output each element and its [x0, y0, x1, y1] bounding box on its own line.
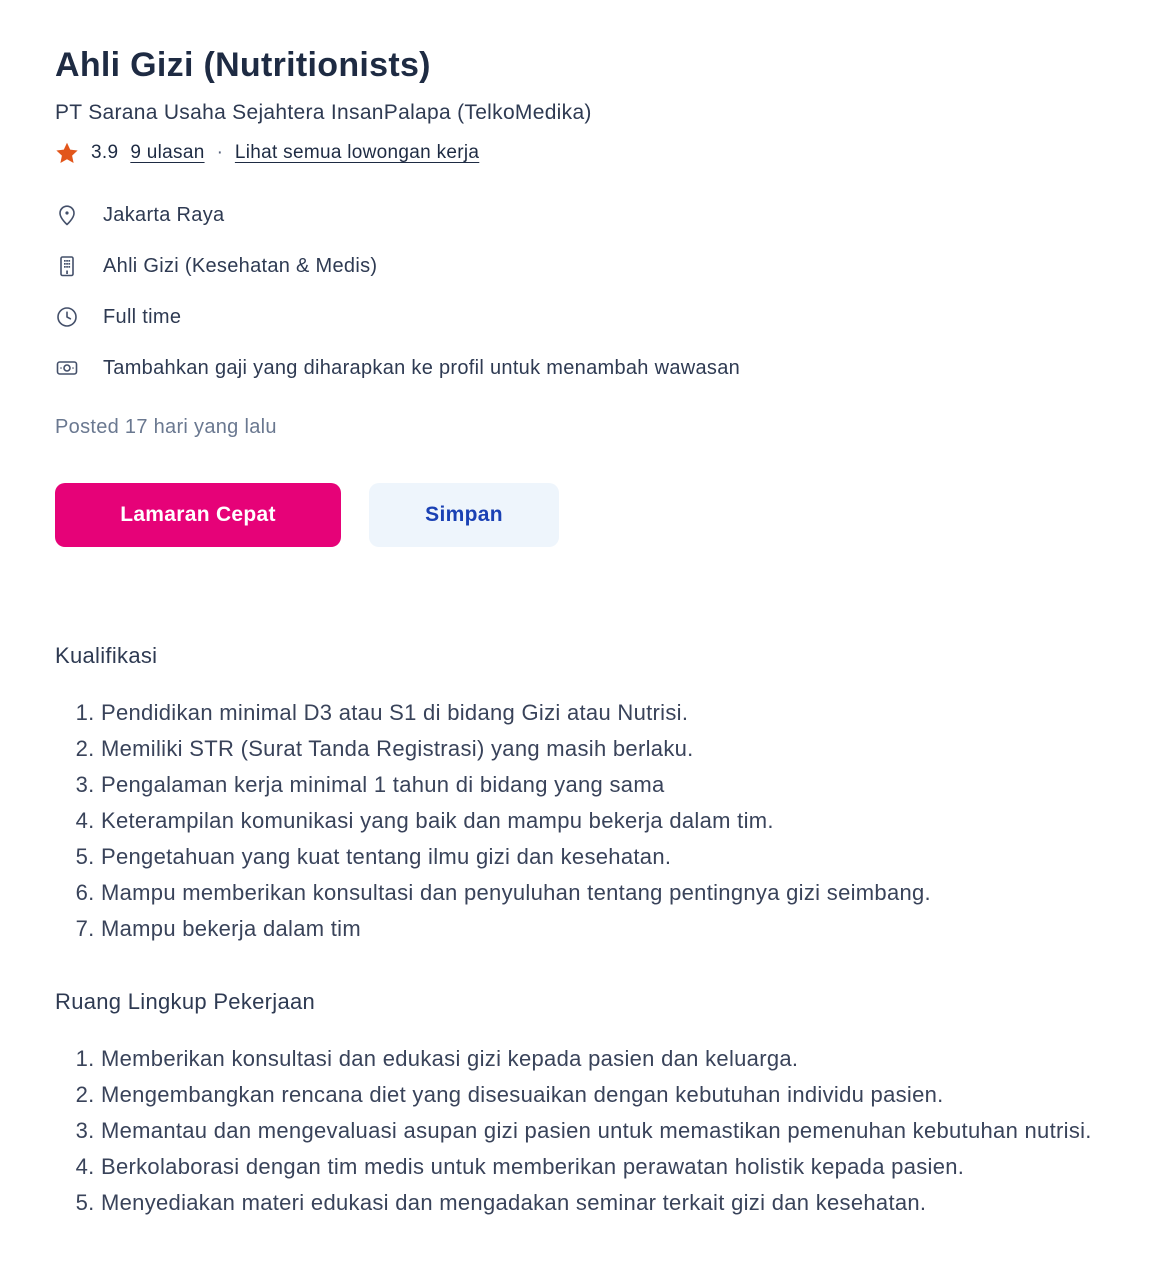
section-heading: Kualifikasi	[55, 643, 158, 668]
detail-row-location	[55, 203, 1128, 227]
list-item: 2. Memiliki STR (Surat Tanda Registrasi) yang masih berlaku.	[101, 731, 1128, 767]
section-heading: Ruang Lingkup Pekerjaan	[55, 989, 316, 1014]
detail-text: Full time	[103, 305, 182, 328]
section-qualifications	[55, 643, 1128, 947]
list-item: 4. Berkolaborasi dengan tim medis untuk memberikan perawatan holistik kepada pasien.	[101, 1149, 1128, 1185]
page-title: Ahli Gizi (Nutritionists)	[55, 46, 431, 84]
list-item: 6. Mampu memberikan konsultasi dan penyuluhan tentang pentingnya gizi seimbang.	[101, 875, 1128, 911]
list-item: 5. Menyediakan materi edukasi dan mengadakan seminar terkait gizi dan kesehatan.	[101, 1185, 1128, 1221]
reviews-link[interactable]: 9 ulasan	[130, 142, 205, 163]
banknote-icon	[55, 356, 79, 380]
list-item: 3. Memantau dan mengevaluasi asupan gizi pasien untuk memastikan pemenuhan kebutuhan nutrisi.	[101, 1113, 1128, 1149]
section-job-scope	[55, 989, 1128, 1221]
clock-icon	[55, 305, 79, 329]
list-item: 4. Keterampilan komunikasi yang baik dan mampu bekerja dalam tim.	[101, 803, 1128, 839]
job-details	[55, 203, 1128, 380]
building-icon	[55, 254, 79, 278]
detail-text: Jakarta Raya	[103, 203, 225, 226]
rating-value: 3.9	[91, 142, 119, 163]
dot-separator: ·	[216, 142, 223, 163]
qualifications-list	[55, 695, 1128, 947]
detail-row-category	[55, 254, 1128, 278]
list-item: 1. Pendidikan minimal D3 atau S1 di bidang Gizi atau Nutrisi.	[101, 695, 1128, 731]
detail-text: Tambahkan gaji yang diharapkan ke profil untuk menambah wawasan	[103, 356, 741, 379]
action-buttons	[55, 483, 1128, 547]
list-item: 1. Memberikan konsultasi dan edukasi gizi kepada pasien dan keluarga.	[101, 1041, 1128, 1077]
list-item: 7. Mampu bekerja dalam tim	[101, 911, 1128, 947]
location-pin-icon	[55, 203, 79, 227]
job-scope-list	[55, 1041, 1128, 1221]
save-button[interactable]: Simpan	[369, 483, 559, 547]
company-name: PT Sarana Usaha Sejahtera InsanPalapa (TelkoMedika)	[55, 101, 592, 124]
detail-row-salary	[55, 356, 1128, 380]
quick-apply-button[interactable]: Lamaran Cepat	[55, 483, 341, 547]
list-item: 2. Mengembangkan rencana diet yang disesuaikan dengan kebutuhan individu pasien.	[101, 1077, 1128, 1113]
list-item: 3. Pengalaman kerja minimal 1 tahun di bidang yang sama	[101, 767, 1128, 803]
detail-row-worktype	[55, 305, 1128, 329]
list-item: 5. Pengetahuan yang kuat tentang ilmu gizi dan kesehatan.	[101, 839, 1128, 875]
rating-row	[55, 141, 1128, 165]
posted-date: Posted 17 hari yang lalu	[55, 416, 277, 438]
detail-text: Ahli Gizi (Kesehatan & Medis)	[103, 254, 378, 277]
all-jobs-link[interactable]: Lihat semua lowongan kerja	[234, 142, 480, 163]
star-icon	[55, 141, 79, 165]
